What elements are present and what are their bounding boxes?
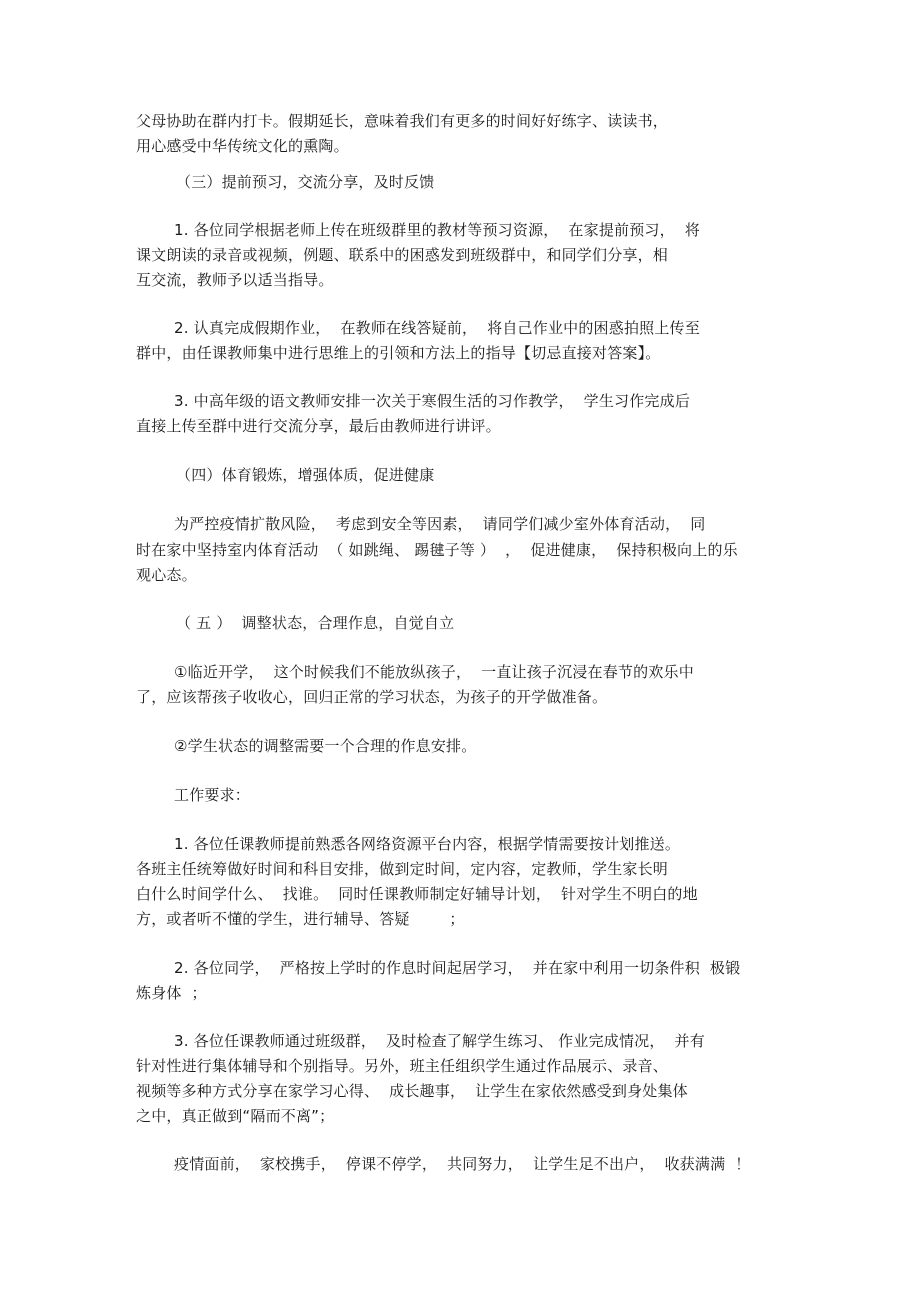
text-line: 时在家中坚持室内体育活动 （ 如跳绳、 踢毽子等 ） ， 促进健康， 保持积极向上的乐 bbox=[136, 541, 738, 559]
text-line: ①临近开学， 这个时候我们不能放纵孩子， 一直让孩子沉浸在春节的欢乐中 bbox=[174, 663, 694, 681]
text-line: 观心态。 bbox=[136, 566, 197, 584]
text-line: 之中，真正做到“隔而不离”； bbox=[136, 1107, 335, 1125]
text-line: 针对性进行集体辅导和个别指导。另外，班主任组织学生通过作品展示、录音、 bbox=[136, 1057, 669, 1075]
text-line: 群中，由任课教师集中进行思维上的引领和方法上的指导【切忌直接对答案】。 bbox=[136, 344, 661, 362]
closing-line: 疫情面前， 家校携手， 停课不停学， 共同努力， 让学生足不出户， 收获满满 ！ bbox=[174, 1155, 751, 1173]
section-heading: （三）提前预习，交流分享，及时反馈 bbox=[176, 173, 435, 191]
text-line: 父母协助在群内打卡。假期延长，意味着我们有更多的时间好好练字、读读书， bbox=[136, 112, 669, 130]
section-heading: （四）体育锻炼，增强体质，促进健康 bbox=[176, 466, 435, 484]
text-line: 1. 各位同学根据老师上传在班级群里的教材等预习资源， 在家提前预习， 将 bbox=[174, 221, 700, 239]
text-line: 直接上传至群中进行交流分享，最后由教师进行讲评。 bbox=[136, 417, 501, 435]
text-line: 3. 中高年级的语文教师安排一次关于寒假生活的习作教学， 学生习作完成后 bbox=[174, 392, 691, 410]
text-line: ②学生状态的调整需要一个合理的作息安排。 bbox=[174, 737, 477, 755]
text-line: 了，应该帮孩子收收心，回归正常的学习状态，为孩子的开学做准备。 bbox=[136, 688, 608, 706]
text-line: 互交流，教师予以适当指导。 bbox=[136, 271, 334, 289]
text-line: 课文朗读的录音或视频，例题、联系中的困惑发到班级群中，和同学们分享，相 bbox=[136, 246, 669, 264]
text-line: 为严控疫情扩散风险， 考虑到安全等因素， 请同学们减少室外体育活动， 同 bbox=[174, 515, 706, 533]
text-line: 白什么时间学什么、 找谁。 同时任课教师制定好辅导计划， 针对学生不明白的地 bbox=[136, 885, 698, 903]
text-line: 方，或者听不懂的学生，进行辅导、答疑 ； bbox=[136, 910, 465, 928]
section-heading: （ 五 ） 调整状态，合理作息，自觉自立 bbox=[176, 614, 455, 632]
subheading: 工作要求： bbox=[174, 786, 251, 804]
text-line: 3. 各位任课教师通过班级群， 及时检查了解学生练习、 作业完成情况， 并有 bbox=[174, 1032, 705, 1050]
text-line: 各班主任统筹做好时间和科目安排，做到定时间，定内容，定教师，学生家长明 bbox=[136, 860, 669, 878]
text-line: 2. 认真完成假期作业， 在教师在线答疑前， 将自己作业中的困惑拍照上传至 bbox=[174, 319, 700, 337]
text-line: 1. 各位任课教师提前熟悉各网络资源平台内容，根据学情需要按计划推送。 bbox=[174, 835, 681, 853]
text-line: 用心感受中华传统文化的熏陶。 bbox=[136, 137, 349, 155]
text-line: 2. 各位同学， 严格按上学时的作息时间起居学习， 并在家中利用一切条件积 极锻 bbox=[174, 959, 741, 977]
text-line: 视频等多种方式分享在家学习心得、 成长趣事， 让学生在家依然感受到身处集体 bbox=[136, 1082, 688, 1100]
text-line: 炼身体 ； bbox=[136, 984, 207, 1002]
